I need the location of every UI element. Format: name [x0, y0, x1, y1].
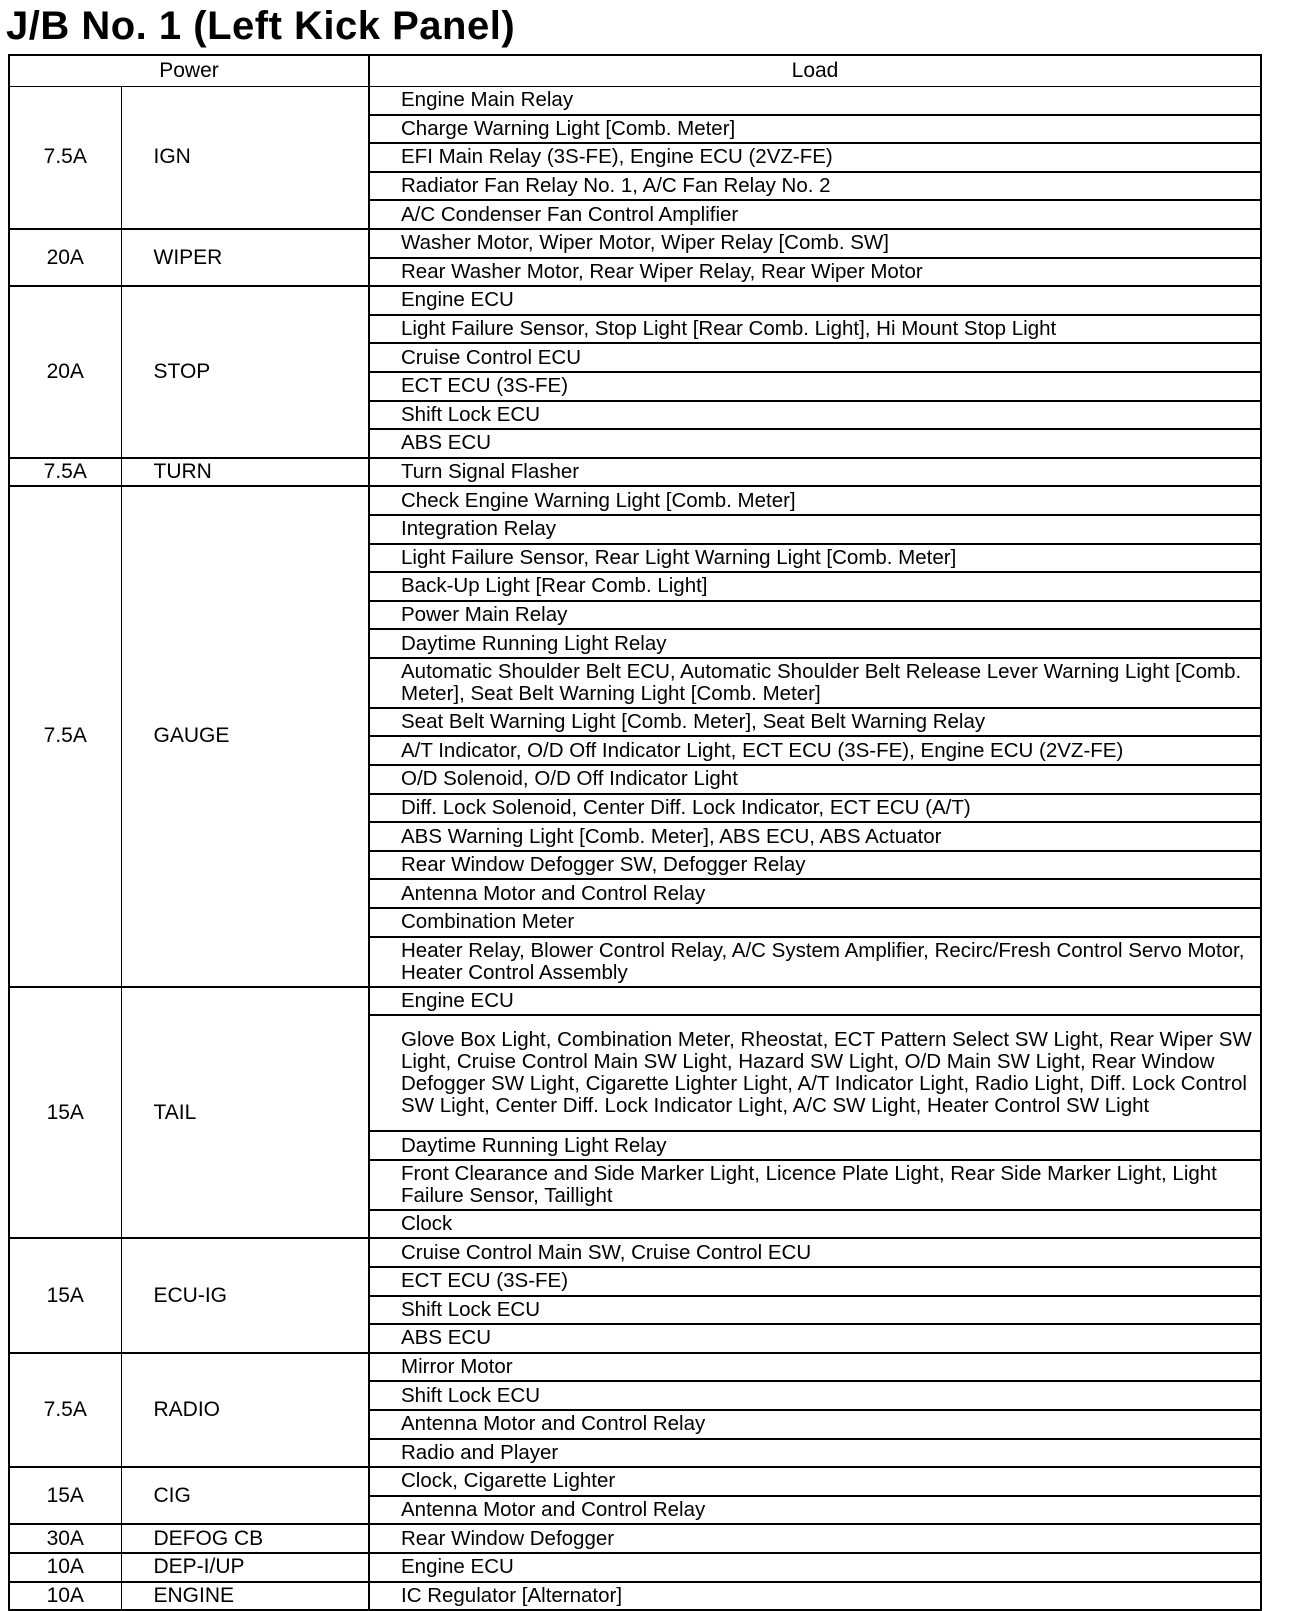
table-row	[9, 1553, 1261, 1582]
table-row	[9, 286, 1261, 315]
load-item: Shift Lock ECU	[369, 1381, 1261, 1410]
load-item: ECT ECU (3S-FE)	[369, 372, 1261, 401]
table-row	[9, 1582, 1261, 1611]
load-item: Glove Box Light, Combination Meter, Rheostat, ECT Pattern Select SW Light, Rear Wiper SW Light, Cruise Control Main SW Light, Hazard SW Light, O/D Main SW Light, Rear Window Defogger SW Light, Cigarette Lighter Light, A/T Indicator Light, Radio Light, Diff. Lock Control SW Light, Center Diff. Lock Indicator Light, A/C SW Light, Heater Control SW Light	[369, 1015, 1261, 1131]
fuse-amperage: 15A	[9, 1467, 121, 1524]
load-item: ECT ECU (3S-FE)	[369, 1267, 1261, 1296]
load-item: Charge Warning Light [Comb. Meter]	[369, 115, 1261, 144]
table-row	[9, 1467, 1261, 1496]
load-item: Shift Lock ECU	[369, 1296, 1261, 1325]
load-item: Turn Signal Flasher	[369, 458, 1261, 487]
load-item: Antenna Motor and Control Relay	[369, 879, 1261, 908]
fuse-amperage: 20A	[9, 229, 121, 286]
load-item: Engine ECU	[369, 286, 1261, 315]
fuse-amperage: 15A	[9, 987, 121, 1239]
load-item: Clock	[369, 1210, 1261, 1239]
fuse-circuit-name: TAIL	[121, 987, 369, 1239]
load-item: Radiator Fan Relay No. 1, A/C Fan Relay No. 2	[369, 172, 1261, 201]
load-item: Engine ECU	[369, 1553, 1261, 1582]
fuse-circuit-name: WIPER	[121, 229, 369, 286]
load-item: Engine Main Relay	[369, 87, 1261, 115]
load-item: Clock, Cigarette Lighter	[369, 1467, 1261, 1496]
fuse-amperage: 7.5A	[9, 1353, 121, 1467]
page-title: J/B No. 1 (Left Kick Panel)	[6, 4, 516, 48]
table-row	[9, 87, 1261, 115]
load-item: Engine ECU	[369, 987, 1261, 1016]
load-item: Light Failure Sensor, Stop Light [Rear Comb. Light], Hi Mount Stop Light	[369, 315, 1261, 344]
load-item: Light Failure Sensor, Rear Light Warning Light [Comb. Meter]	[369, 544, 1261, 573]
load-item: Combination Meter	[369, 908, 1261, 937]
fuse-circuit-name: ECU-IG	[121, 1238, 369, 1352]
table-row	[9, 458, 1261, 487]
load-item: Back-Up Light [Rear Comb. Light]	[369, 572, 1261, 601]
fuse-amperage: 30A	[9, 1524, 121, 1553]
fuse-amperage: 15A	[9, 1238, 121, 1352]
load-item: Mirror Motor	[369, 1353, 1261, 1382]
load-item: Rear Window Defogger SW, Defogger Relay	[369, 851, 1261, 880]
fuse-circuit-name: RADIO	[121, 1353, 369, 1467]
table-row	[9, 229, 1261, 258]
fuse-circuit-name: STOP	[121, 286, 369, 458]
load-item: Power Main Relay	[369, 601, 1261, 630]
load-item: Seat Belt Warning Light [Comb. Meter], Seat Belt Warning Relay	[369, 708, 1261, 737]
fuse-table-body	[9, 87, 1261, 1611]
fuse-amperage: 7.5A	[9, 87, 121, 229]
table-row	[9, 1238, 1261, 1267]
table-row	[9, 486, 1261, 515]
load-item: Daytime Running Light Relay	[369, 629, 1261, 658]
load-item: EFI Main Relay (3S-FE), Engine ECU (2VZ-FE)	[369, 143, 1261, 172]
load-item: Rear Window Defogger	[369, 1524, 1261, 1553]
load-item: Cruise Control Main SW, Cruise Control ECU	[369, 1238, 1261, 1267]
load-item: ABS ECU	[369, 429, 1261, 458]
load-item: O/D Solenoid, O/D Off Indicator Light	[369, 765, 1261, 794]
fuse-circuit-name: DEFOG CB	[121, 1524, 369, 1553]
load-item: Cruise Control ECU	[369, 343, 1261, 372]
fuse-amperage: 7.5A	[9, 458, 121, 487]
header-row	[9, 55, 1261, 87]
fuse-amperage: 20A	[9, 286, 121, 458]
power-header: Power	[9, 55, 369, 87]
table-row	[9, 1524, 1261, 1553]
load-item: Daytime Running Light Relay	[369, 1131, 1261, 1160]
load-item: Diff. Lock Solenoid, Center Diff. Lock Indicator, ECT ECU (A/T)	[369, 794, 1261, 823]
load-item: Heater Relay, Blower Control Relay, A/C System Amplifier, Recirc/Fresh Control Servo Motor, Heater Control Assembly	[369, 937, 1261, 987]
fuse-amperage: 7.5A	[9, 486, 121, 986]
table-row	[9, 1353, 1261, 1382]
load-item: Integration Relay	[369, 515, 1261, 544]
fuse-table	[8, 54, 1262, 1611]
fuse-circuit-name: DEP-I/UP	[121, 1553, 369, 1582]
load-item: IC Regulator [Alternator]	[369, 1582, 1261, 1611]
load-item: A/C Condenser Fan Control Amplifier	[369, 200, 1261, 229]
load-item: ABS ECU	[369, 1324, 1261, 1353]
fuse-amperage: 10A	[9, 1582, 121, 1611]
fuse-circuit-name: IGN	[121, 87, 369, 229]
fuse-circuit-name: ENGINE	[121, 1582, 369, 1611]
load-item: A/T Indicator, O/D Off Indicator Light, ECT ECU (3S-FE), Engine ECU (2VZ-FE)	[369, 736, 1261, 765]
load-item: Front Clearance and Side Marker Light, Licence Plate Light, Rear Side Marker Light, Light Failure Sensor, Taillight	[369, 1160, 1261, 1210]
load-item: Shift Lock ECU	[369, 401, 1261, 430]
fuse-circuit-name: TURN	[121, 458, 369, 487]
table-row	[9, 987, 1261, 1016]
load-item: ABS Warning Light [Comb. Meter], ABS ECU, ABS Actuator	[369, 822, 1261, 851]
load-item: Rear Washer Motor, Rear Wiper Relay, Rear Wiper Motor	[369, 258, 1261, 287]
fuse-circuit-name: GAUGE	[121, 486, 369, 986]
fuse-amperage: 10A	[9, 1553, 121, 1582]
load-item: Antenna Motor and Control Relay	[369, 1410, 1261, 1439]
fuse-circuit-name: CIG	[121, 1467, 369, 1524]
load-item: Washer Motor, Wiper Motor, Wiper Relay [Comb. SW]	[369, 229, 1261, 258]
load-item: Radio and Player	[369, 1439, 1261, 1468]
load-item: Antenna Motor and Control Relay	[369, 1496, 1261, 1525]
load-header: Load	[369, 55, 1261, 87]
load-item: Automatic Shoulder Belt ECU, Automatic Shoulder Belt Release Lever Warning Light [Comb. Meter], Seat Belt Warning Light [Comb. Meter]	[369, 658, 1261, 708]
load-item: Check Engine Warning Light [Comb. Meter]	[369, 486, 1261, 515]
